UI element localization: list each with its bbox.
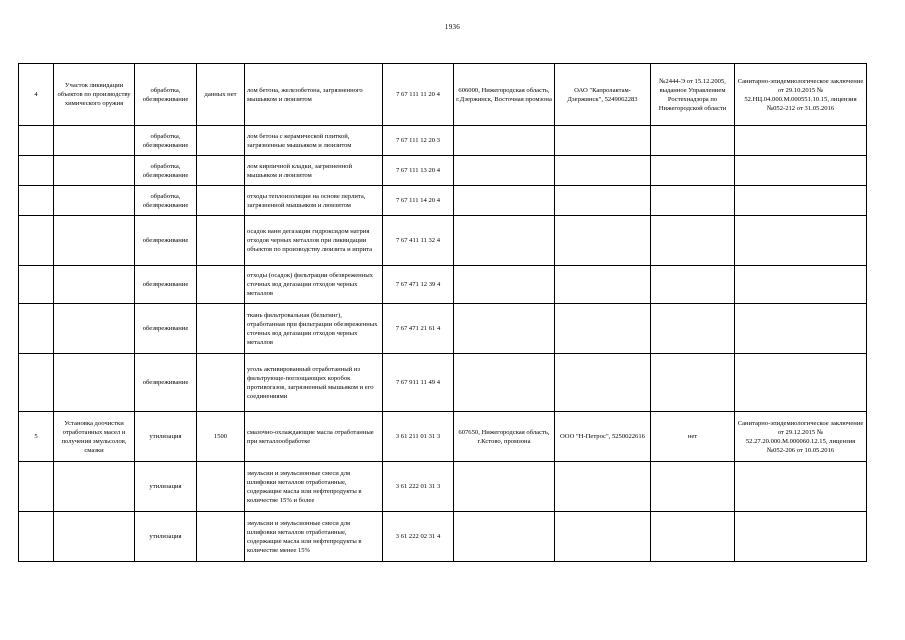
operator-cell: ООО "Н-Петрос", 5250022616: [555, 412, 651, 462]
license-cell: нет: [651, 412, 735, 462]
license-cell: [651, 462, 735, 512]
address-cell: 606000, Нижегородская область, г.Дзержинск, Восточная промзона: [454, 64, 555, 126]
waste-name-cell: отходы теплоизоляции на основе перлита, загрязненной мышьяком и люизитом: [245, 186, 383, 216]
license-cell: [651, 266, 735, 304]
capacity-cell: [197, 354, 245, 412]
facility-name-cell: [54, 186, 135, 216]
address-cell: [454, 512, 555, 562]
table-row: [19, 186, 867, 216]
license-cell: [651, 126, 735, 156]
facility-name-cell: [54, 266, 135, 304]
conclusion-cell: [735, 266, 867, 304]
address-cell: [454, 266, 555, 304]
fkko-code-cell: 7 67 471 21 61 4: [383, 304, 454, 354]
waste-facility-table: [18, 63, 867, 562]
table-row: [19, 354, 867, 412]
address-cell: 607650, Нижегородская область, г.Кстово, промзона: [454, 412, 555, 462]
capacity-cell: 1500: [197, 412, 245, 462]
facility-name-cell: [54, 126, 135, 156]
table-row: [19, 462, 867, 512]
capacity-cell: [197, 216, 245, 266]
capacity-cell: [197, 266, 245, 304]
capacity-cell: [197, 462, 245, 512]
address-cell: [454, 304, 555, 354]
license-cell: [651, 304, 735, 354]
address-cell: [454, 216, 555, 266]
conclusion-cell: [735, 216, 867, 266]
facility-name-cell: [54, 216, 135, 266]
operator-cell: [555, 216, 651, 266]
address-cell: [454, 186, 555, 216]
facility-name-cell: [54, 462, 135, 512]
activity-type-cell: обезвреживание: [135, 304, 197, 354]
activity-type-cell: обработка, обезвреживание: [135, 156, 197, 186]
fkko-code-cell: 7 67 411 11 32 4: [383, 216, 454, 266]
waste-name-cell: лом бетона с керамической плиткой, загрязненные мышьяком и люизитом: [245, 126, 383, 156]
activity-type-cell: обработка, обезвреживание: [135, 126, 197, 156]
waste-name-cell: смазочно-охлаждающие масла отработанные при металлообработке: [245, 412, 383, 462]
table-row: [19, 266, 867, 304]
license-cell: [651, 354, 735, 412]
activity-type-cell: обезвреживание: [135, 216, 197, 266]
facility-name-cell: [54, 354, 135, 412]
fkko-code-cell: 3 61 222 01 31 3: [383, 462, 454, 512]
facility-name-cell: Участок ликвидации объектов по производству химического оружия: [54, 64, 135, 126]
license-cell: [651, 186, 735, 216]
fkko-code-cell: 7 67 111 14 20 4: [383, 186, 454, 216]
conclusion-cell: Санитарно-эпидемиологическое заключение от 29.10.2015 № 52.НЦ.04.000.М.000551.10.15, лицензия №052-212 от 31.05.2016: [735, 64, 867, 126]
waste-name-cell: уголь активированный отработанный из фильтрующе-поглощающих коробок противогазов, загрязненный мышьяком и его соединениями: [245, 354, 383, 412]
table-body: [19, 64, 867, 562]
activity-type-cell: утилизация: [135, 412, 197, 462]
facility-name-cell: [54, 512, 135, 562]
fkko-code-cell: 7 67 471 12 39 4: [383, 266, 454, 304]
conclusion-cell: [735, 186, 867, 216]
capacity-cell: [197, 304, 245, 354]
waste-name-cell: лом кирпичной кладки, загрязненной мышьяком и люизитом: [245, 156, 383, 186]
license-cell: [651, 216, 735, 266]
operator-cell: [555, 156, 651, 186]
waste-name-cell: ткань фильтровальная (бельтинг), отработанная при фильтрации обезвреженных сточных вод дегазации отходов черных металлов: [245, 304, 383, 354]
facility-name-cell: Установка доочистки отработанных масел и получения эмульсолов, смазки: [54, 412, 135, 462]
conclusion-cell: [735, 304, 867, 354]
table-row: [19, 64, 867, 126]
facility-name-cell: [54, 156, 135, 186]
row-number-cell: [19, 156, 54, 186]
capacity-cell: [197, 186, 245, 216]
table-row: [19, 304, 867, 354]
table-row: [19, 412, 867, 462]
fkko-code-cell: 3 61 211 01 31 3: [383, 412, 454, 462]
table-row: [19, 126, 867, 156]
operator-cell: [555, 266, 651, 304]
capacity-cell: [197, 156, 245, 186]
row-number-cell: [19, 216, 54, 266]
activity-type-cell: обезвреживание: [135, 266, 197, 304]
operator-cell: ОАО "Капролактам-Дзержинск", 5249062283: [555, 64, 651, 126]
table-row: [19, 216, 867, 266]
row-number-cell: 5: [19, 412, 54, 462]
row-number-cell: [19, 266, 54, 304]
fkko-code-cell: 7 67 911 11 49 4: [383, 354, 454, 412]
operator-cell: [555, 304, 651, 354]
waste-name-cell: эмульсии и эмульсионные смеси для шлифовки металлов отработанные, содержащие масла или нефтепродукты в количестве 15% и более: [245, 462, 383, 512]
waste-name-cell: лом бетона, железобетона, загрязненного мышьяком и люизитом: [245, 64, 383, 126]
fkko-code-cell: 7 67 111 13 20 4: [383, 156, 454, 186]
table-row: [19, 512, 867, 562]
activity-type-cell: обработка, обезвреживание: [135, 64, 197, 126]
fkko-code-cell: 7 67 111 11 20 4: [383, 64, 454, 126]
operator-cell: [555, 512, 651, 562]
address-cell: [454, 126, 555, 156]
row-number-cell: [19, 512, 54, 562]
capacity-cell: [197, 512, 245, 562]
row-number-cell: [19, 462, 54, 512]
activity-type-cell: утилизация: [135, 512, 197, 562]
row-number-cell: [19, 186, 54, 216]
row-number-cell: [19, 354, 54, 412]
operator-cell: [555, 354, 651, 412]
table-row: [19, 156, 867, 186]
activity-type-cell: утилизация: [135, 462, 197, 512]
address-cell: [454, 462, 555, 512]
operator-cell: [555, 462, 651, 512]
conclusion-cell: [735, 156, 867, 186]
row-number-cell: [19, 126, 54, 156]
license-cell: [651, 156, 735, 186]
license-cell: №2444-Э от 15.12.2005, выданное Управлением Ростехнадзора по Нижегородской области: [651, 64, 735, 126]
waste-name-cell: эмульсии и эмульсионные смеси для шлифовки металлов отработанные, содержащие масла или нефтепродукты в количестве менее 15%: [245, 512, 383, 562]
fkko-code-cell: 3 61 222 02 31 4: [383, 512, 454, 562]
license-cell: [651, 512, 735, 562]
capacity-cell: [197, 126, 245, 156]
waste-name-cell: осадок ванн дегазации гидроксидом натрия отходов черных металлов при ликвидации объектов по производству люизита и иприта: [245, 216, 383, 266]
activity-type-cell: обезвреживание: [135, 354, 197, 412]
activity-type-cell: обработка, обезвреживание: [135, 186, 197, 216]
address-cell: [454, 354, 555, 412]
row-number-cell: 4: [19, 64, 54, 126]
conclusion-cell: [735, 462, 867, 512]
conclusion-cell: [735, 354, 867, 412]
conclusion-cell: [735, 512, 867, 562]
operator-cell: [555, 186, 651, 216]
capacity-cell: данных нет: [197, 64, 245, 126]
facility-name-cell: [54, 304, 135, 354]
waste-name-cell: отходы (осадок) фильтрации обезвреженных сточных вод дегазации отходов черных металлов: [245, 266, 383, 304]
row-number-cell: [19, 304, 54, 354]
fkko-code-cell: 7 67 111 12 20 3: [383, 126, 454, 156]
conclusion-cell: [735, 126, 867, 156]
operator-cell: [555, 126, 651, 156]
page-number: 1936: [444, 23, 461, 31]
address-cell: [454, 156, 555, 186]
conclusion-cell: Санитарно-эпидемиологическое заключение от 29.12.2015 № 52.27.20.000.М.000060.12.15, лицензия №052-206 от 10.05.2016: [735, 412, 867, 462]
